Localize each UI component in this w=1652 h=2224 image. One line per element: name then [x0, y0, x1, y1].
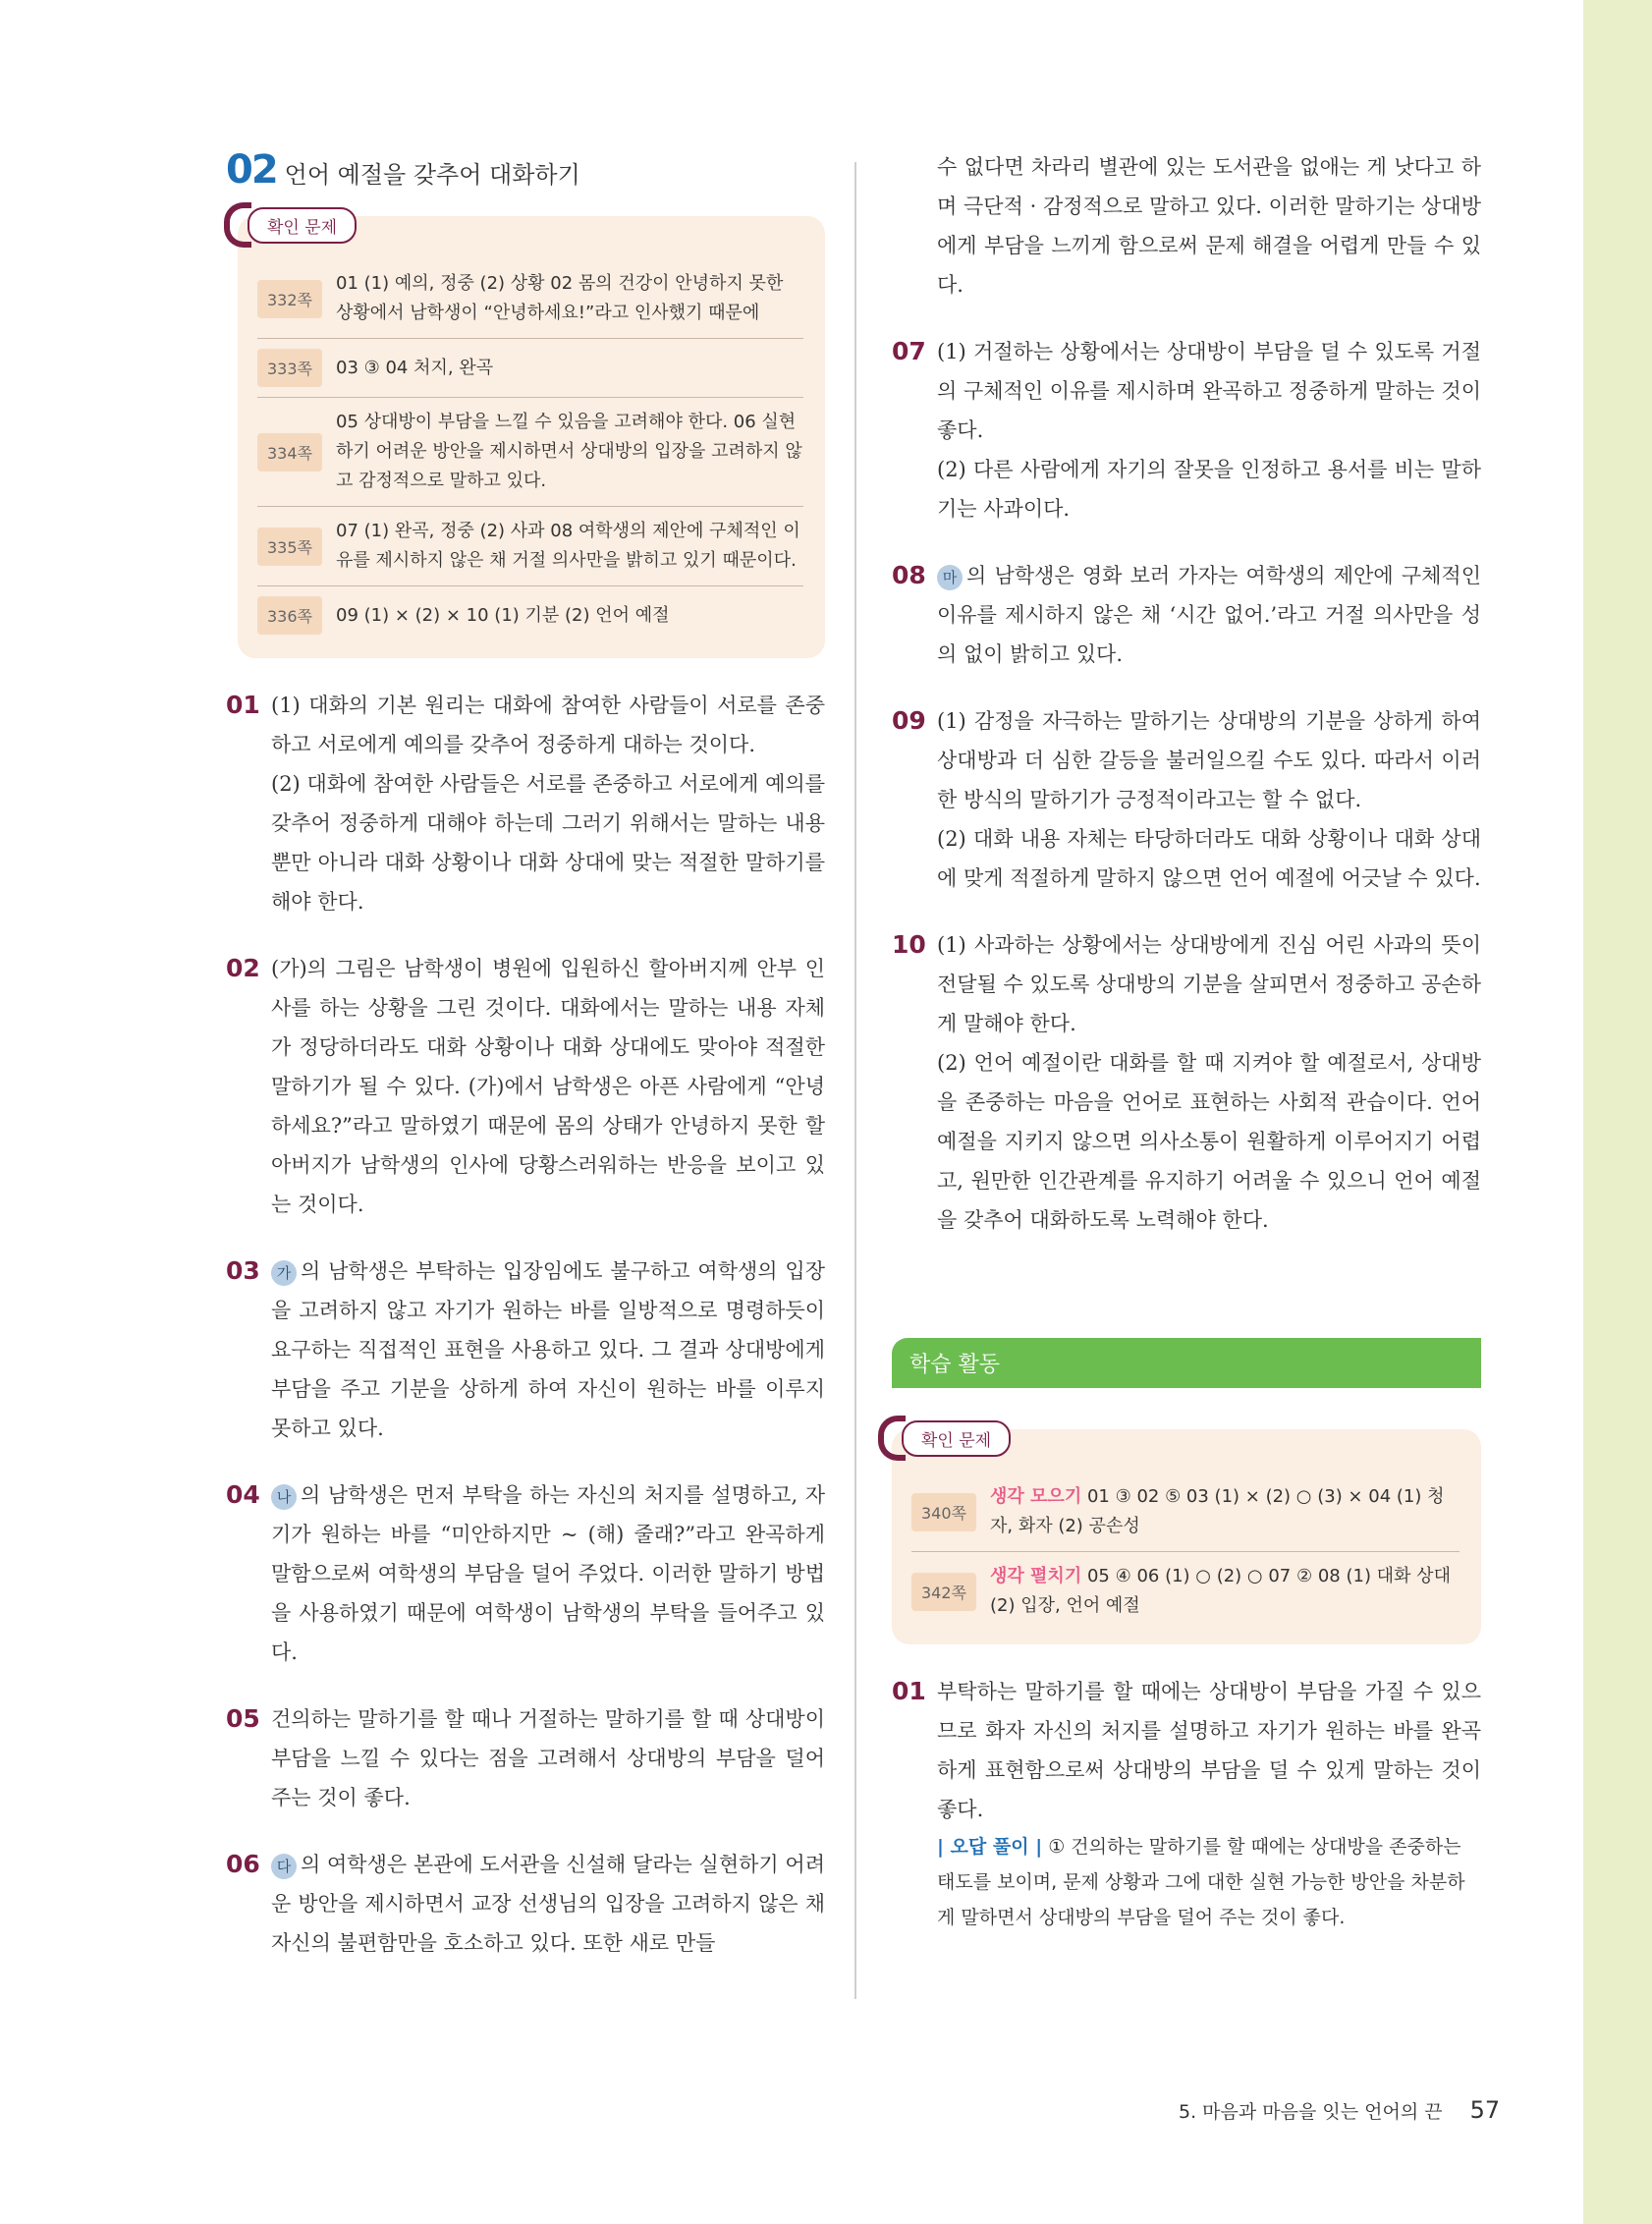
answer-item: [226, 1475, 825, 1672]
check-row: [257, 398, 803, 507]
answer-paragraph: [271, 1699, 825, 1817]
answer-item: [892, 556, 1481, 674]
left-answers: [226, 686, 825, 1963]
answer-text: [271, 1699, 825, 1817]
chapter-title: 5. 마음과 마음을 잇는 언어의 끈: [1179, 2101, 1443, 2123]
answer-number: 09: [892, 706, 926, 735]
figure-tag: 마: [937, 565, 963, 590]
answer-paragraph: [271, 1475, 825, 1672]
section-number: 02: [226, 147, 277, 193]
answer-paragraph-2: (2) 대화에 참여한 사람들은 서로를 존중하고 서로에게 예의를 갖추어 정중하게 대해야 하는데 그러기 위해서는 말하는 내용뿐만 아니라 대화 상황이나 대화 상대에 맞는 적절한 말하기를 해야 한다.: [271, 772, 825, 914]
answer-number: 04: [226, 1480, 260, 1509]
page-badge: 332쪽: [257, 280, 322, 318]
answer-text: [271, 949, 825, 1224]
answer-paragraph: [937, 925, 1481, 1043]
page-badge: 335쪽: [257, 528, 322, 566]
answer-item: [226, 1251, 825, 1448]
figure-tag: 가: [271, 1260, 297, 1286]
answer-text: 부탁하는 말하기를 할 때에는 상대방이 부담을 가질 수 있으므로 화자 자신의 처지를 설명하고 자기가 원하는 바를 완곡하게 표현함으로써 상대방의 부담을 덜 수 있게 말하는 것이 좋다.: [937, 1680, 1481, 1821]
activity-check-box: [892, 1429, 1481, 1644]
activity-check-text: [990, 1562, 1459, 1621]
answer-number: 01: [226, 691, 260, 719]
answer-text: [271, 1251, 825, 1448]
answer-text: [271, 1845, 825, 1963]
answer-number: 10: [892, 930, 926, 959]
activity-rows: [911, 1473, 1459, 1631]
left-column: [226, 147, 825, 1963]
answer-number: 08: [892, 561, 926, 589]
answer-paragraph-2: (2) 대화 내용 자체는 타당하더라도 대화 상황이나 대화 상대에 맞게 적절하게 말하지 않으면 언어 예절에 어긋날 수 있다.: [937, 827, 1481, 890]
page-badge: 342쪽: [911, 1573, 976, 1611]
check-row: [257, 259, 803, 339]
answer-number: 03: [226, 1256, 260, 1285]
page-number: 57: [1469, 2096, 1501, 2124]
check-questions-label: 확인 문제: [248, 207, 357, 244]
page-badge: 333쪽: [257, 349, 322, 387]
answer-sentence: 의 여학생은 본관에 도서관을 신설해 달라는 실현하기 어려운 방안을 제시하면서 교장 선생님의 입장을 고려하지 않은 채 자신의 불편함만을 호소하고 있다. 또한 새로 만들: [271, 1853, 825, 1955]
wrong-answer-explanation: [937, 1829, 1481, 1935]
check-row: [257, 586, 803, 644]
side-color-strip: [1583, 0, 1652, 2224]
activity-check-tag: [878, 1416, 1011, 1461]
answer-sentence: (1) 대화의 기본 원리는 대화에 참여한 사람들이 서로를 존중하고 서로에게 예의를 갖추어 정중하게 대하는 것이다.: [271, 694, 825, 756]
wrong-answer-text: ① 건의하는 말하기를 할 때에는 상대방을 존중하는 태도를 보이며, 문제 상황과 그에 대한 실현 가능한 방안을 차분하게 말하면서 상대방의 부담을 덜어 주는 것이 좋다.: [937, 1836, 1465, 1928]
check-answer-text: 07 (1) 완곡, 정중 (2) 사과 08 여학생의 제안에 구체적인 이유를 제시하지 않은 채 거절 의사만을 밝히고 있기 때문이다.: [336, 521, 800, 571]
answer-item: [226, 1845, 825, 1963]
answer-sentence: (1) 거절하는 상황에서는 상대방이 부담을 덜 수 있도록 거절의 구체적인 이유를 제시하며 완곡하고 정중하게 말하는 것이 좋다.: [937, 340, 1481, 442]
answer-paragraph: [937, 332, 1481, 450]
figure-tag: 다: [271, 1854, 297, 1879]
activity-check-row: [911, 1473, 1459, 1552]
answer-sentence: (가)의 그림은 남학생이 병원에 입원하신 할아버지께 안부 인사를 하는 상황을 그린 것이다. 대화에서는 말하는 내용 자체가 정당하더라도 대화 상황이나 대화 상대에도 맞아야 적절한 말하기가 될 수 있다. (가)에서 남학생은 아픈 사람에게 “안녕하세요?”라고 말하였기 때문에 몸의 상태가 안녕하지 못한 할아버지가 남학생의 인사에 당황스러워하는 반응을 보이고 있는 것이다.: [271, 957, 825, 1216]
check-answer-text: 05 상대방이 부담을 느낄 수 있음을 고려해야 한다. 06 실현하기 어려운 방안을 제시하면서 상대방의 입장을 고려하지 않고 감정적으로 말하고 있다.: [336, 412, 802, 491]
answer-paragraph-2: (2) 언어 예절이란 대화를 할 때 지켜야 할 예절로서, 상대방을 존중하는 마음을 언어로 표현하는 사회적 관습이다. 언어 예절을 지키지 않으면 의사소통이 원활하게 이루어지기 어렵고, 원만한 인간관계를 유지하기 어려울 수 있으니 언어 예절을 갖추어 대화하도록 노력해야 한다.: [937, 1051, 1481, 1232]
answer-item: [892, 701, 1481, 898]
page-badge: 340쪽: [911, 1493, 976, 1531]
check-answer-text: 03 ③ 04 처지, 완곡: [336, 357, 494, 378]
answer-sentence: 의 남학생은 먼저 부탁을 하는 자신의 처지를 설명하고, 자기가 원하는 바를 “미안하지만 ~ (해) 줄래?”라고 완곡하게 말함으로써 여학생의 부담을 덜어 주었다. 이러한 말하기 방법을 사용하였기 때문에 여학생이 남학생의 부탁을 들어주고 있다.: [271, 1483, 825, 1664]
activity-check-text: [990, 1482, 1459, 1541]
answer-sentence: 의 남학생은 부탁하는 입장임에도 불구하고 여학생의 입장을 고려하지 않고 자기가 원하는 바를 일방적으로 명령하듯이 요구하는 직접적인 표현을 사용하고 있다. 그 결과 상대방에게 부담을 주고 기분을 상하게 하여 자신이 원하는 바를 이루지 못하고 있다.: [271, 1259, 825, 1440]
page-badge: 334쪽: [257, 433, 322, 472]
page-footer: [1179, 2096, 1500, 2124]
answer-text: [271, 1475, 825, 1672]
activity-check-row: [911, 1552, 1459, 1631]
right-column: [892, 147, 1481, 1935]
answer-text: [937, 332, 1481, 528]
answer-sentence: 건의하는 말하기를 할 때나 거절하는 말하기를 할 때 상대방이 부담을 느낄 수 있다는 점을 고려해서 상대방의 부담을 덜어 주는 것이 좋다.: [271, 1707, 825, 1809]
activity-answer: [892, 1672, 1481, 1935]
activity-label: 생각 펼치기: [990, 1566, 1082, 1586]
check-questions-box: [238, 216, 825, 658]
right-answers: [892, 332, 1481, 1240]
answer-text: [937, 925, 1481, 1240]
section-title: 언어 예절을 갖추어 대화하기: [284, 161, 580, 189]
answer-paragraph: [271, 1845, 825, 1963]
section-heading: [226, 147, 825, 193]
answer-item: [892, 332, 1481, 528]
figure-tag: 나: [271, 1484, 297, 1510]
activity-answer-text: 01 ③ 02 ⑤ 03 (1) × (2) ○ (3) × 04 (1) 청자, 화자 (2) 공손성: [990, 1486, 1445, 1536]
answer-text: 수 없다면 차라리 별관에 있는 도서관을 없애는 게 낫다고 하며 극단적 · 감정적으로 말하고 있다. 이러한 말하기는 상대방에게 부담을 느끼게 함으로써 문제 해결을 어렵게 만들 수 있다.: [937, 155, 1481, 297]
answer-text: [937, 701, 1481, 898]
check-rows: [257, 259, 803, 644]
answer-item: [226, 949, 825, 1224]
answer-number: 07: [892, 337, 926, 365]
answer-item: [226, 1699, 825, 1817]
answer-sentence: (1) 감정을 자극하는 말하기는 상대방의 기분을 상하게 하여 상대방과 더 심한 갈등을 불러일으킬 수도 있다. 따라서 이러한 방식의 말하기가 긍정적이라고는 할 수 없다.: [937, 709, 1481, 811]
activity-label: 생각 모으기: [990, 1486, 1082, 1507]
check-answer-text: 01 (1) 예의, 정중 (2) 상황 02 몸의 건강이 안녕하지 못한 상황에서 남학생이 “안녕하세요!”라고 인사했기 때문에: [336, 273, 784, 323]
answer-paragraph: [937, 556, 1481, 674]
activity-title-bar: 학습 활동: [892, 1338, 1481, 1388]
page-badge: 336쪽: [257, 596, 322, 635]
check-answer-text: 09 (1) × (2) × 10 (1) 기분 (2) 언어 예절: [336, 604, 670, 626]
answer-paragraph: [271, 686, 825, 764]
answer-sentence: 의 남학생은 영화 보러 가자는 여학생의 제안에 구체적인 이유를 제시하지 않은 채 ‘시간 없어.’라고 거절 의사만을 성의 없이 밝히고 있다.: [937, 564, 1481, 666]
check-questions-tag: [224, 202, 357, 248]
answer-sentence: (1) 사과하는 상황에서는 상대방에게 진심 어린 사과의 뜻이 전달될 수 있도록 상대방의 기분을 살피면서 정중하고 공손하게 말해야 한다.: [937, 933, 1481, 1035]
column-divider: [854, 162, 856, 1999]
wrong-answer-label: | 오답 풀이 |: [937, 1836, 1043, 1858]
answer-number: 06: [226, 1850, 260, 1878]
answer-06-continuation: [892, 147, 1481, 305]
activity-answer-text: 05 ④ 06 (1) ○ (2) ○ 07 ② 08 (1) 대화 상대 (2) 입장, 언어 예절: [990, 1566, 1451, 1616]
answer-number: 02: [226, 954, 260, 982]
answer-item: [892, 925, 1481, 1240]
answer-paragraph-2: (2) 다른 사람에게 자기의 잘못을 인정하고 용서를 비는 말하기는 사과이다.: [937, 458, 1481, 521]
answer-number: 05: [226, 1704, 260, 1733]
answer-paragraph: [271, 949, 825, 1224]
check-row: [257, 339, 803, 398]
activity-check-label: 확인 문제: [902, 1420, 1011, 1457]
answer-text: [271, 686, 825, 921]
answer-text: [937, 556, 1481, 674]
check-row: [257, 507, 803, 586]
answer-paragraph: [271, 1251, 825, 1448]
answer-item: [226, 686, 825, 921]
answer-paragraph: [937, 701, 1481, 819]
answer-number: 01: [892, 1677, 926, 1705]
